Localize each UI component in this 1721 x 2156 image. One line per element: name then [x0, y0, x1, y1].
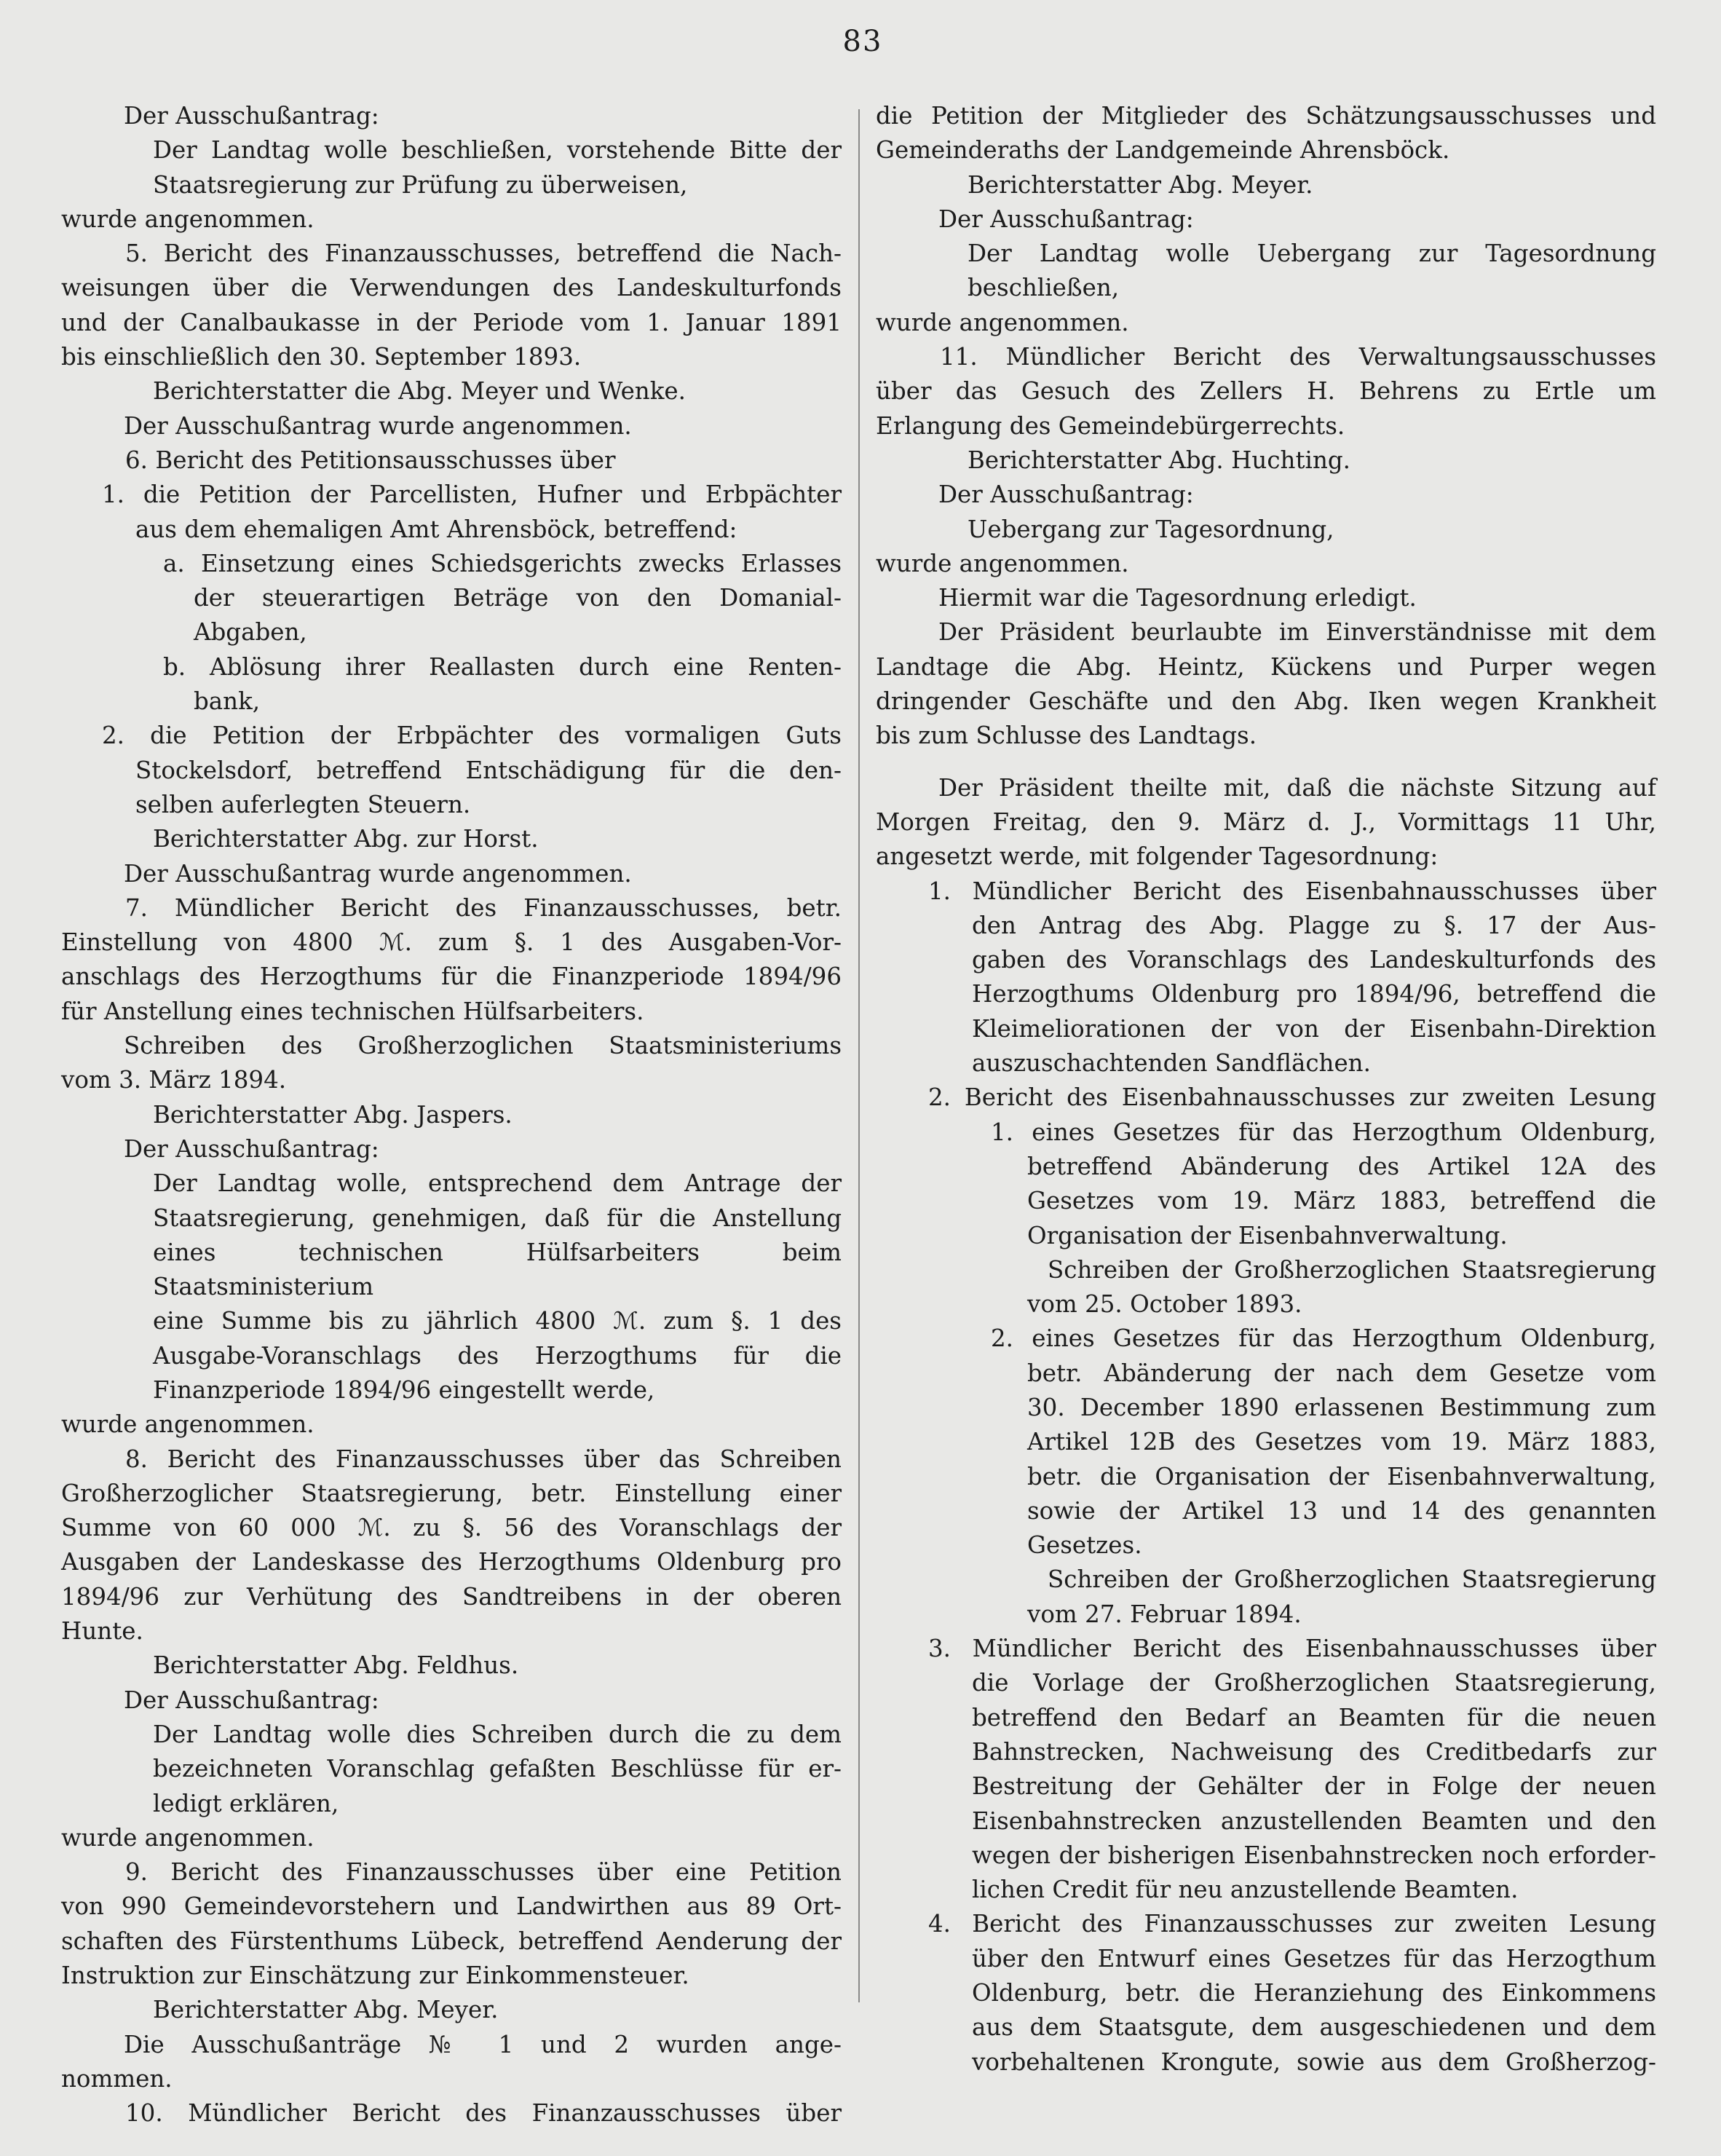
text-line: beschließen, [968, 274, 1120, 302]
text-line: a. Einsetzung eines Schiedsgerichts zwecks Erlasses [163, 549, 842, 577]
text-line: Die Ausschußanträge № 1 und 2 wurden ange- [124, 2030, 842, 2058]
text-line: dringender Geschäfte und den Abg. Iken wegen Krankheit [876, 687, 1656, 716]
text-line: Der Präsident beurlaubte im Einverständnisse mit dem [938, 618, 1656, 647]
text-line: anschlags des Herzogthums für die Finanzperiode 1894/96 [61, 963, 842, 991]
text-line: Berichterstatter Abg. Huchting. [968, 446, 1351, 474]
text-line: schaften des Fürstenthums Lübeck, betreffend Aenderung der [61, 1927, 842, 1955]
text-line: 2. eines Gesetzes für das Herzogthum Oldenburg, [991, 1324, 1656, 1353]
text-line: Bestreitung der Gehälter der in Folge der neuen [972, 1772, 1656, 1801]
text-line: Eisenbahnstrecken anzustellenden Beamten und den [972, 1806, 1656, 1835]
text-line: über den Entwurf eines Gesetzes für das Herzogthum [972, 1944, 1656, 1973]
left-column [61, 99, 842, 2131]
text-line: wegen der bisherigen Eisenbahnstrecken noch erforder- [972, 1841, 1656, 1869]
text-line: Ausgabe-Voranschlags des Herzogthums für die [153, 1341, 842, 1370]
text-line: Staatsregierung zur Prüfung zu überweisen, [153, 170, 688, 199]
text-line: Der Landtag wolle Uebergang zur Tagesordnung [968, 240, 1656, 268]
text-line: Uebergang zur Tagesordnung, [968, 515, 1334, 543]
text-line: 3. Mündlicher Bericht des Eisenbahnausschusses über [928, 1635, 1656, 1663]
text-line: Der Ausschußantrag: [124, 102, 379, 130]
text-line: b. Ablösung ihrer Reallasten durch eine Renten- [163, 652, 842, 681]
text-line: lichen Credit für neu anzustellende Beamten. [972, 1876, 1519, 1904]
text-line: Landtage die Abg. Heintz, Kückens und Purper wegen [876, 652, 1656, 681]
text-line: eines technischen Hülfsarbeiters beim Staatsministerium [153, 1238, 842, 1301]
text-line: bis zum Schlusse des Landtags. [876, 722, 1257, 750]
text-line: 11. Mündlicher Bericht des Verwaltungsausschusses [940, 343, 1656, 371]
text-line: Schreiben der Großherzoglichen Staatsregierung [1048, 1255, 1656, 1284]
text-line: Der Landtag wolle dies Schreiben durch die zu dem [153, 1720, 842, 1748]
text-line: Staatsregierung, genehmigen, daß für die Anstellung [153, 1204, 842, 1232]
text-line: Gesetzes. [1027, 1531, 1142, 1560]
text-line: vom 3. März 1894. [61, 1066, 287, 1094]
text-line: die Petition der Mitglieder des Schätzungsausschusses und [876, 102, 1656, 130]
text-line: 6. Bericht des Petitionsausschusses über [125, 446, 616, 474]
text-line: Finanzperiode 1894/96 eingestellt werde, [153, 1375, 655, 1404]
text-line: Summe von 60 000 ℳ. zu §. 56 des Voranschlags der [61, 1514, 842, 1542]
text-line: und der Canalbaukasse in der Periode vom 1. Januar 1891 [61, 308, 842, 336]
text-line: Der Ausschußantrag wurde angenommen. [124, 411, 632, 440]
text-line: bezeichneten Voranschlag gefaßten Beschlüsse für er- [153, 1755, 842, 1783]
text-line: Der Präsident theilte mit, daß die nächste Sitzung auf [938, 773, 1656, 802]
text-line: Berichterstatter Abg. zur Horst. [153, 825, 539, 853]
text-line: Der Ausschußantrag wurde angenommen. [124, 859, 632, 888]
text-line: aus dem ehemaligen Amt Ahrensböck, betreffend: [135, 515, 737, 543]
text-line: Gesetzes vom 19. März 1883, betreffend die [1027, 1187, 1656, 1215]
text-line: vom 27. Februar 1894. [1027, 1600, 1302, 1628]
text-line: für Anstellung eines technischen Hülfsarbeiters. [61, 997, 644, 1025]
text-line: von 990 Gemeindevorstehern und Landwirthen aus 89 Ort- [61, 1892, 842, 1921]
text-line: ledigt erklären, [153, 1789, 339, 1817]
text-line: Der Ausschußantrag: [124, 1134, 379, 1163]
text-line: Berichterstatter Abg. Meyer. [968, 170, 1313, 199]
text-line: Abgaben, [194, 618, 307, 647]
text-line: Stockelsdorf, betreffend Entschädigung für die den- [135, 756, 842, 784]
text-line: Einstellung von 4800 ℳ. zum §. 1 des Ausgaben-Vor- [61, 928, 842, 957]
text-line: Bahnstrecken, Nachweisung des Creditbedarfs zur [972, 1737, 1656, 1766]
text-line: über das Gesuch des Zellers H. Behrens zu Ertle um [876, 377, 1656, 406]
text-line: 5. Bericht des Finanzausschusses, betreffend die Nach- [125, 240, 842, 268]
text-line: sowie der Artikel 13 und 14 des genannten [1027, 1496, 1656, 1525]
text-line: angesetzt werde, mit folgender Tagesordnung: [876, 842, 1439, 871]
text-line: 1. Mündlicher Bericht des Eisenbahnausschusses über [928, 877, 1656, 905]
text-line: bis einschließlich den 30. September 1893. [61, 343, 582, 371]
text-line: Der Ausschußantrag: [938, 481, 1194, 509]
text-line: bank, [194, 687, 261, 716]
text-line: Morgen Freitag, den 9. März d. J., Vormittags 11 Uhr, [876, 807, 1656, 836]
text-line: Der Landtag wolle, entsprechend dem Antrage der [153, 1169, 842, 1198]
text-line: nommen. [61, 2064, 173, 2093]
text-line: 30. December 1890 erlassenen Bestimmung zum [1027, 1393, 1656, 1421]
text-line: Hiermit war die Tagesordnung erledigt. [938, 584, 1417, 612]
text-line: vorbehaltenen Krongute, sowie aus dem Großherzog- [972, 2048, 1656, 2076]
text-line: Berichterstatter Abg. Meyer. [153, 1996, 499, 2024]
text-line: Schreiben der Großherzoglichen Staatsregierung [1048, 1565, 1656, 1594]
text-line: auszuschachtenden Sandflächen. [972, 1049, 1371, 1078]
text-line: 2. die Petition der Erbpächter des vormaligen Guts [102, 722, 842, 750]
text-line: wurde angenommen. [61, 205, 314, 233]
text-line: 1894/96 zur Verhütung des Sandtreibens in der oberen [61, 1582, 842, 1611]
text-line: Artikel 12B des Gesetzes vom 19. März 1883, [1027, 1428, 1656, 1456]
text-line: wurde angenommen. [876, 308, 1129, 336]
text-line: Gemeinderaths der Landgemeinde Ahrensböck. [876, 136, 1450, 165]
text-line: Berichterstatter Abg. Jaspers. [153, 1100, 513, 1129]
text-line: eine Summe bis zu jährlich 4800 ℳ. zum §. 1 des [153, 1307, 842, 1335]
text-line: Der Ausschußantrag: [938, 205, 1194, 233]
text-line: Instruktion zur Einschätzung zur Einkommensteuer. [61, 1962, 689, 1990]
text-line: Großherzoglicher Staatsregierung, betr. Einstellung einer [61, 1479, 842, 1507]
text-line: Berichterstatter Abg. Feldhus. [153, 1651, 519, 1680]
text-line: gaben des Voranschlags des Landeskulturfonds des [972, 946, 1656, 974]
text-line: Oldenburg, betr. die Heranziehung des Einkommens [972, 1979, 1656, 2007]
text-line: selben auferlegten Steuern. [135, 790, 471, 818]
text-line: 1. eines Gesetzes für das Herzogthum Oldenburg, [991, 1118, 1656, 1146]
text-line: betreffend den Bedarf an Beamten für die neuen [972, 1703, 1656, 1731]
text-line: Ausgaben der Landeskasse des Herzogthums Oldenburg pro [61, 1548, 842, 1576]
text-line: wurde angenommen. [876, 549, 1129, 577]
text-line: 10. Mündlicher Bericht des Finanzausschusses über [125, 2099, 842, 2128]
column-divider [858, 109, 860, 2002]
text-line: betreffend Abänderung des Artikel 12A des [1027, 1152, 1656, 1180]
text-line: wurde angenommen. [61, 1410, 314, 1439]
text-line: Der Ausschußantrag: [124, 1686, 379, 1714]
text-line: betr. Abänderung der nach dem Gesetze vom [1027, 1359, 1656, 1387]
right-column [876, 99, 1656, 2080]
text-line: 1. die Petition der Parcellisten, Hufner und Erbpächter [102, 481, 842, 509]
text-line: Organisation der Eisenbahnverwaltung. [1027, 1221, 1508, 1249]
page-number: 83 [842, 25, 883, 58]
text-line: 7. Mündlicher Bericht des Finanzausschusses, betr. [125, 893, 842, 922]
text-line: Hunte. [61, 1617, 143, 1646]
text-line: 8. Bericht des Finanzausschusses über das Schreiben [125, 1445, 842, 1473]
text-line: Erlangung des Gemeindebürgerrechts. [876, 411, 1345, 440]
text-line: wurde angenommen. [61, 1823, 314, 1852]
text-line: Herzogthums Oldenburg pro 1894/96, betreffend die [972, 980, 1656, 1008]
text-line: 2. Bericht des Eisenbahnausschusses zur zweiten Lesung [928, 1083, 1656, 1112]
text-line: 9. Bericht des Finanzausschusses über eine Petition [125, 1858, 842, 1887]
text-line: der steuerartigen Beträge von den Domanial- [194, 584, 842, 612]
text-line: betr. die Organisation der Eisenbahnverwaltung, [1027, 1462, 1656, 1490]
text-line: 4. Bericht des Finanzausschusses zur zweiten Lesung [928, 1910, 1656, 1938]
text-line: weisungen über die Verwendungen des Landeskulturfonds [61, 274, 842, 302]
text-line: Berichterstatter die Abg. Meyer und Wenke. [153, 377, 686, 406]
text-line: Schreiben des Großherzoglichen Staatsministeriums [124, 1032, 842, 1060]
text-line: vom 25. October 1893. [1027, 1290, 1302, 1319]
text-line: aus dem Staatsgute, dem ausgeschiedenen und dem [972, 2013, 1656, 2042]
text-line: den Antrag des Abg. Plagge zu §. 17 der Aus- [972, 911, 1656, 939]
paragraph-gap [876, 754, 1656, 771]
text-line: Kleimeliorationen der von der Eisenbahn-Direktion [972, 1014, 1656, 1043]
text-line: die Vorlage der Großherzoglichen Staatsregierung, [972, 1669, 1656, 1697]
text-line: Der Landtag wolle beschließen, vorstehende Bitte der [153, 136, 842, 165]
